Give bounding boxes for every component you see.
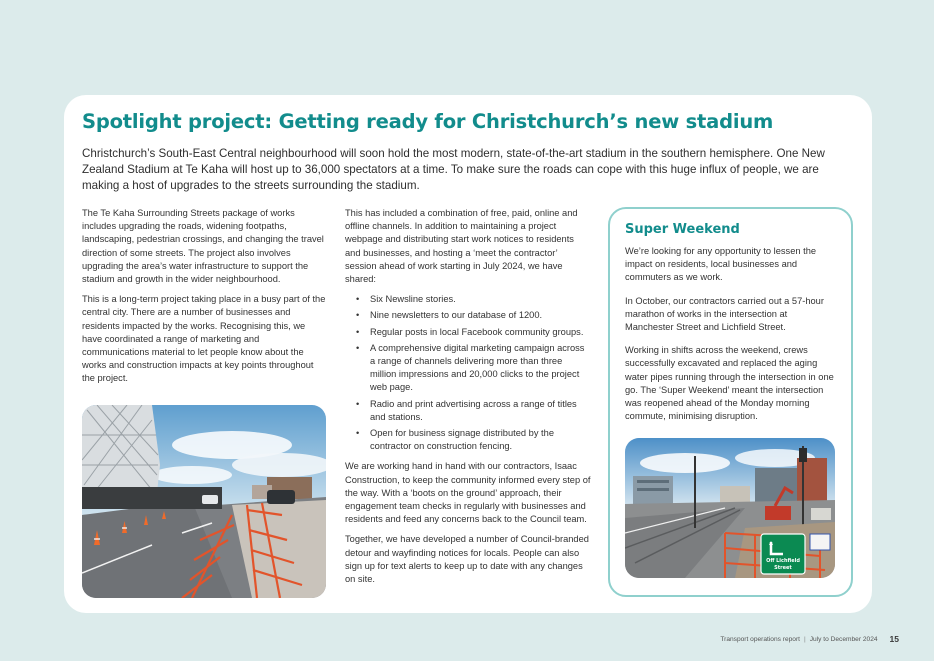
intro-paragraph: Christchurch’s South-East Central neighbourhood will soon hold the most modern, state-of-the-art stadium in the southern hemisphere. One New Zealand Stadium at Te Kaha will host up to 36,000 spectators at a time. To make sure the roads can cope with this huge influx of people, we are making a host of upgrades to the streets surrounding the stadium. [82,147,825,192]
list-item: • Radio and print advertising across a range of titles and stations. [345,398,591,424]
channels-list [345,293,591,453]
list-item: • Open for business signage distributed by the contractor on construction fencing. [345,427,591,453]
intersection-works-photo [625,438,835,578]
sign-text-line1: Off Lichfield [766,558,800,564]
col2-paragraph: Together, we have developed a number of Council-branded detour and wayfinding notices for locals. People can also sign up for text alerts to keep up to date with any changes on site. [345,534,589,585]
col2-paragraph: This has included a combination of free, paid, online and offline channels. In addition to maintaining a project webpage and distributing start work notices to residents and businesses, and hosting a ‘meet the contractor’ session ahead of work starting in July 2024, we have shared: [345,208,578,285]
sidebar-paragraph: We’re looking for any opportunity to lessen the impact on residents, local businesses and commuters as we work. [625,246,817,283]
sidebar-paragraph: Working in shifts across the weekend, crews successfully excavated and replaced the aging water pipes running through the intersection in one go. The ‘Super Weekend’ meant the intersection was reopened ahead of the Monday morning commute, minimising disruption. [625,345,834,422]
footer-period: July to December 2024 [809,635,878,643]
sign-text-line2: Street [774,565,792,571]
sidebar-title: Super Weekend [625,222,740,237]
col1-paragraph: This is a long-term project taking place in a busy part of the central city. There are a number of businesses and residents impacted by the works. Recognising this, we have coordinated a range of marketing and communications material to let people know about the works and construction impacts at key points throughout the project. [82,294,326,384]
stadium-street-photo [82,405,326,598]
footer-separator: | [804,635,806,643]
column-left [82,207,326,393]
list-item: • Regular posts in local Facebook community groups. [345,326,591,339]
page-title: Spotlight project: Getting ready for Christchurch’s new stadium [82,110,774,133]
list-item: • Six Newsline stories. [345,293,591,306]
sidebar-paragraph: In October, our contractors carried out a 57-hour marathon of works in the intersection at Manchester Street and Lichfield Street. [625,295,824,333]
list-item: • Nine newsletters to our database of 1200. [345,309,591,322]
sidebar-text [625,245,835,433]
column-middle [345,207,591,593]
list-item: • A comprehensive digital marketing campaign across a range of channels delivering more than three million impressions and 20,000 clicks to the project web page. [345,342,591,395]
page-number: 15 [889,634,899,644]
col1-paragraph: The Te Kaha Surrounding Streets package of works includes upgrading the roads, widening footpaths, landscaping, pedestrian crossings, and changing the travel direction of some streets. The project also involves upgrading the area’s water infrastructure to support the stadium and growth in the wider neighbourhood. [82,208,324,285]
footer-report-title: Transport operations report [720,635,800,643]
page-footer [720,634,899,644]
col2-paragraph: We are working hand in hand with our contractors, Isaac Construction, to keep the community informed every step of the way. With a ‘boots on the ground’ approach, their engagement team checks in regularly with businesses and residents and feed any concerns back to the Council team. [345,461,591,525]
